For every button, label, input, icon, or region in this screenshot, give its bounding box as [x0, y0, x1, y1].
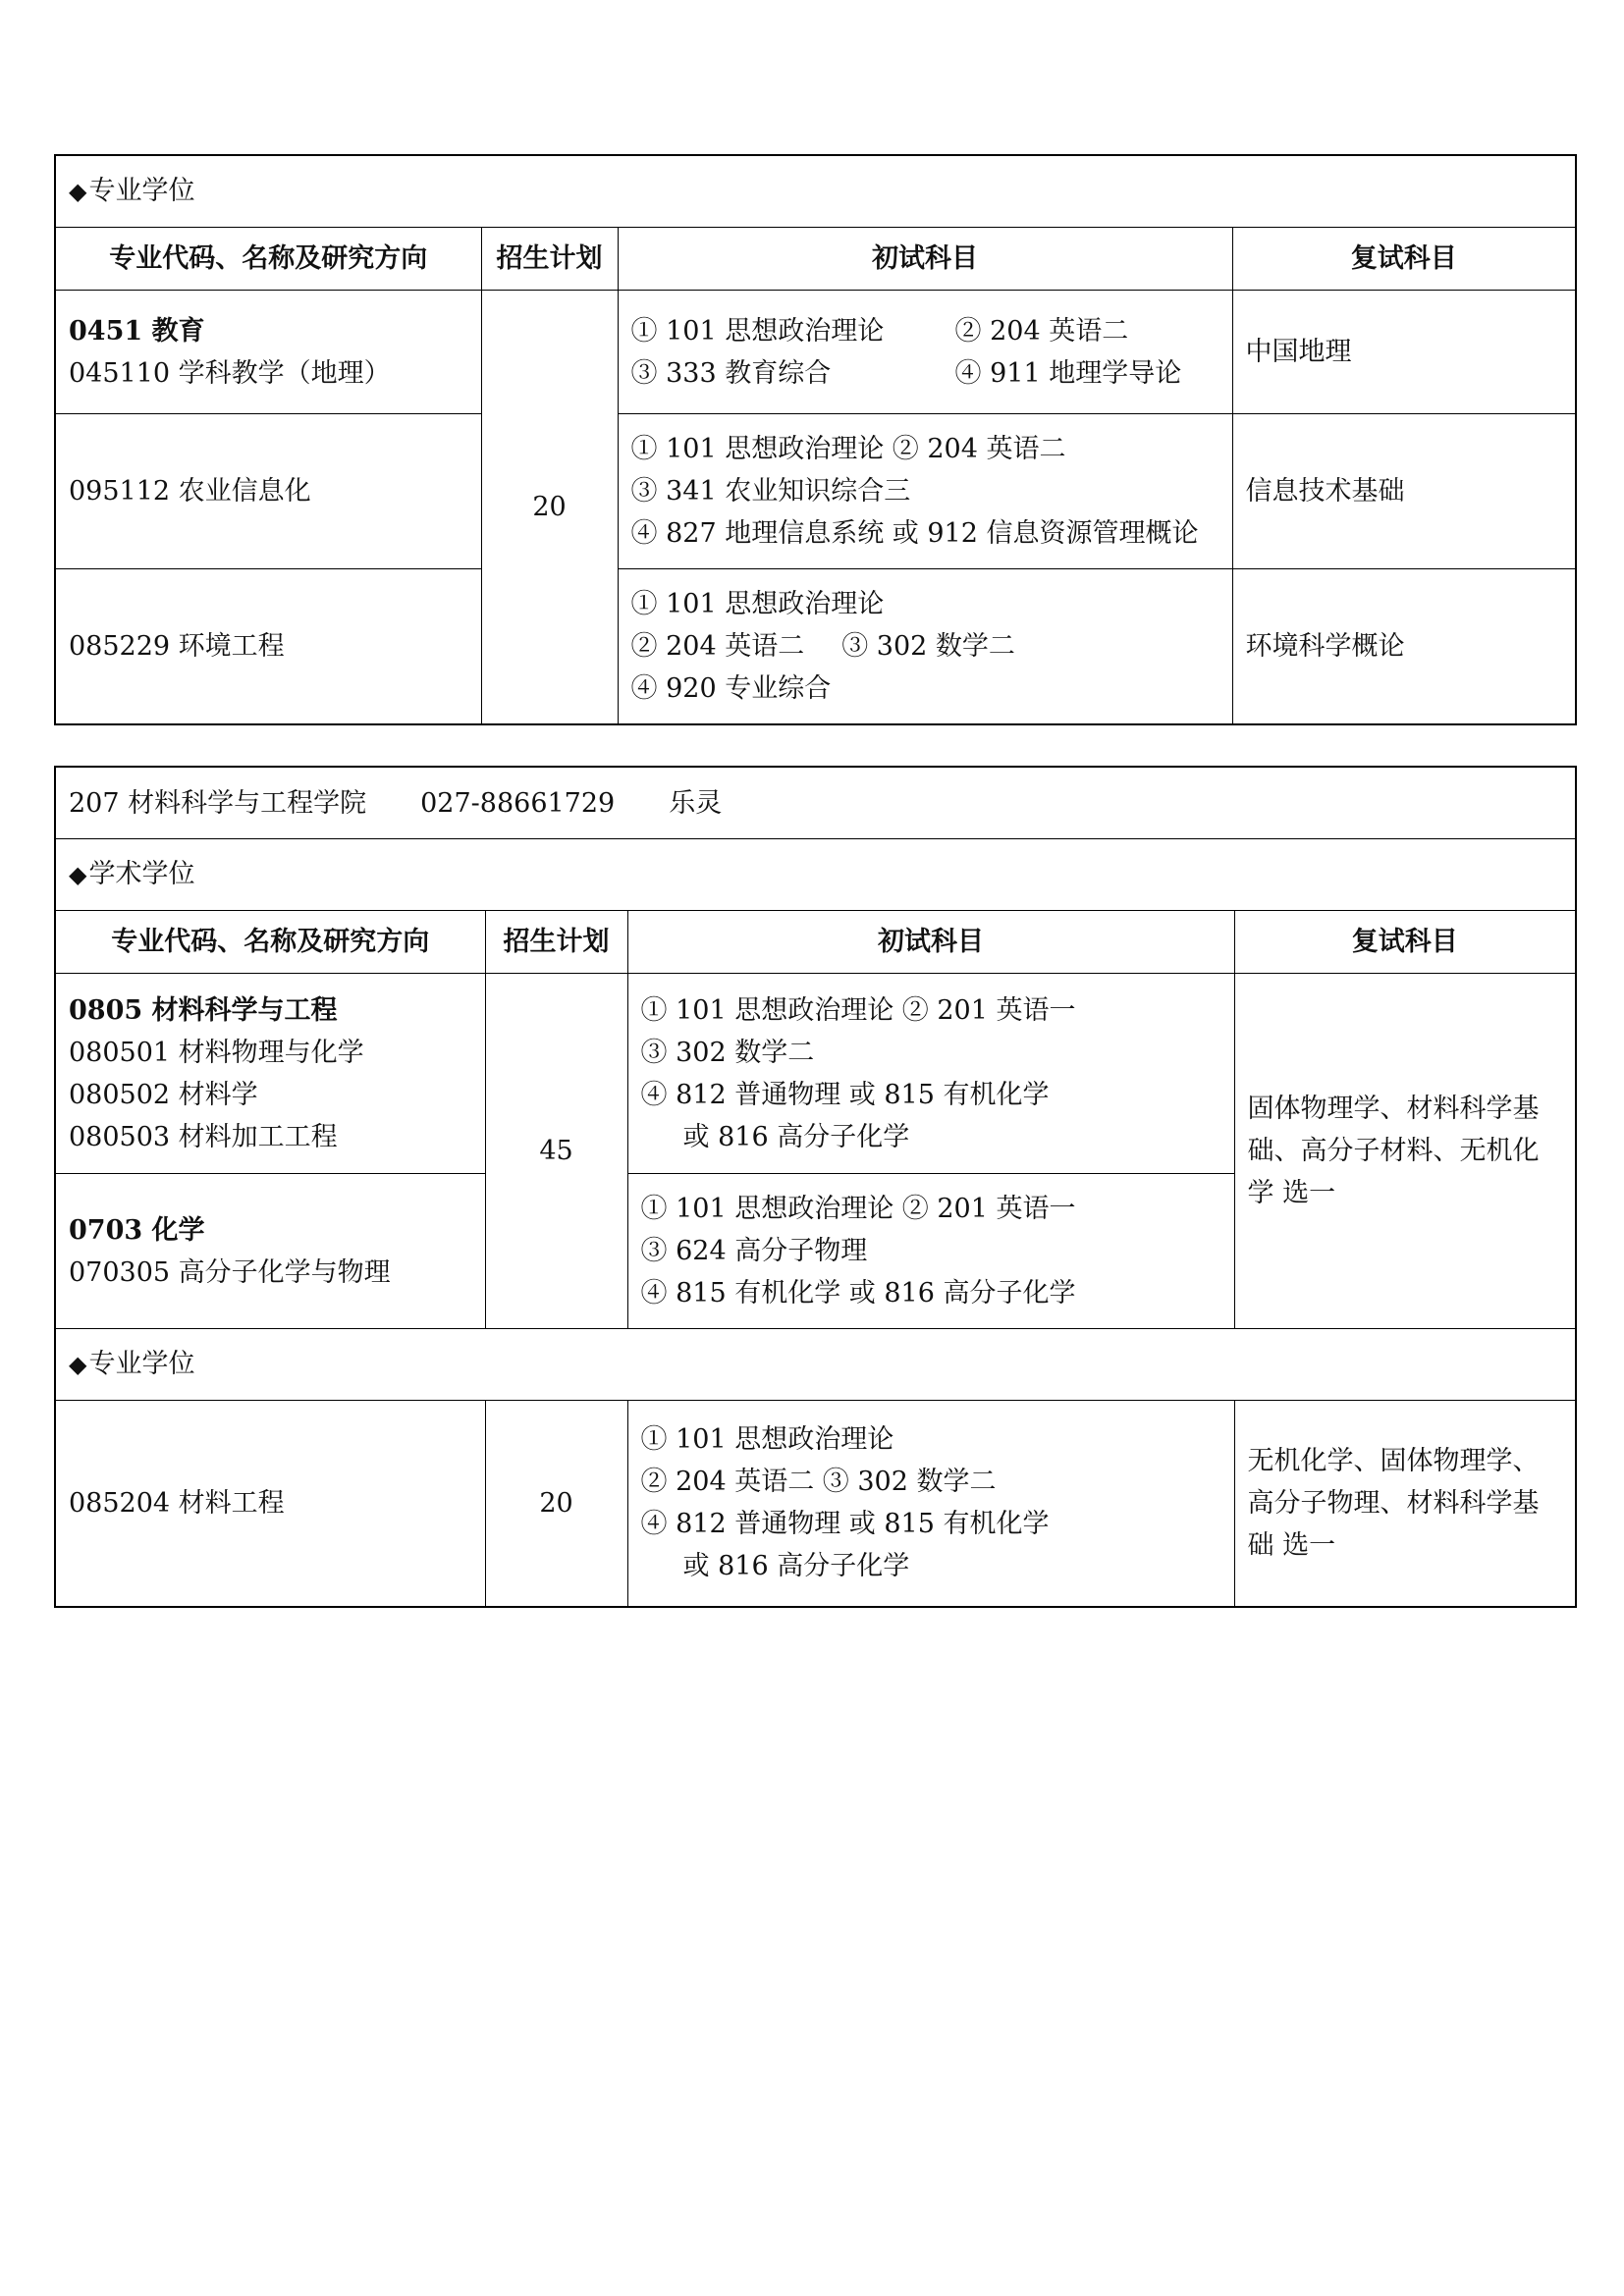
major-direction: 045110 学科教学（地理）: [69, 357, 391, 389]
plan-cell: 45: [485, 974, 627, 1329]
section-label: [55, 155, 1576, 228]
subject: ③ 341 农业知识综合三: [630, 476, 911, 507]
major-cell: 095112 农业信息化: [55, 414, 481, 569]
retest-line: 础、高分子材料、无机化: [1247, 1136, 1540, 1166]
subject: 或 816 高分子化学: [682, 1551, 910, 1582]
header-retest-subjects: 复试科目: [1232, 228, 1576, 291]
section-title: 学术学位: [88, 859, 195, 889]
initial-subjects-cell: [618, 569, 1232, 724]
header-major: 专业代码、名称及研究方向: [55, 228, 481, 291]
school-phone: 027-88661729: [420, 787, 616, 819]
subject: ① 101 思想政治理论: [630, 588, 885, 619]
retest-line: 高分子物理、材料科学基: [1247, 1487, 1540, 1519]
major-cell: 085229 环境工程: [55, 569, 481, 724]
subject: ④ 920 专业综合: [630, 672, 832, 704]
table-row: [55, 291, 1576, 414]
subject: ① 101 思想政治理论: [640, 1424, 894, 1456]
major-direction: 080502 材料学: [69, 1079, 258, 1110]
section-label: [55, 839, 1576, 911]
header-plan: 招生计划: [481, 228, 618, 291]
subject: ③ 333 教育综合: [630, 357, 832, 389]
retest-cell: [1234, 974, 1576, 1329]
major-title: 0451 教育: [69, 315, 205, 347]
major-direction: 080503 材料加工工程: [69, 1121, 338, 1152]
school-name: 207 材料科学与工程学院: [69, 787, 367, 819]
subject: ④ 812 普通物理 或 815 有机化学: [640, 1509, 1050, 1540]
retest-line: 固体物理学、材料科学基: [1247, 1094, 1540, 1124]
major-cell: 085204 材料工程: [55, 1401, 485, 1607]
header-initial-subjects: 初试科目: [627, 911, 1234, 974]
professional-degree-table-1: [54, 154, 1577, 725]
school-row: [55, 767, 1576, 839]
major-cell: [55, 291, 481, 414]
subject: ② 204 英语二: [954, 315, 1129, 347]
section-title: 专业学位: [88, 176, 195, 206]
subject: ④ 827 地理信息系统 或 912 信息资源管理概论: [630, 518, 1199, 549]
major-direction: 080501 材料物理与化学: [69, 1037, 364, 1068]
plan-cell: 20: [485, 1401, 627, 1607]
initial-subjects-cell: [627, 1401, 1234, 1607]
table-row: [55, 414, 1576, 569]
subject: ① 101 思想政治理论 ② 204 英语二: [630, 434, 1066, 464]
section-row: [55, 1329, 1576, 1401]
subject: ③ 624 高分子物理: [640, 1236, 868, 1266]
school-contact: 乐灵: [669, 787, 723, 819]
subject: ④ 812 普通物理 或 815 有机化学: [640, 1079, 1050, 1110]
subject: ③ 302 数学二: [640, 1037, 815, 1068]
subject: ④ 815 有机化学 或 816 高分子化学: [640, 1278, 1076, 1308]
plan-cell: 20: [481, 291, 618, 724]
diamond-icon: ◆: [69, 861, 87, 888]
subject: ① 101 思想政治理论 ② 201 英语一: [640, 1194, 1076, 1224]
header-row: [55, 228, 1576, 291]
table-row: [55, 569, 1576, 724]
retest-cell: 中国地理: [1232, 291, 1576, 414]
subject: ② 204 英语二: [630, 630, 805, 662]
major-cell: [55, 974, 485, 1174]
initial-subjects-cell: [618, 414, 1232, 569]
retest-line: 无机化学、固体物理学、: [1247, 1445, 1540, 1476]
initial-subjects-cell: [618, 291, 1232, 414]
section-row: [55, 155, 1576, 228]
retest-cell: 信息技术基础: [1232, 414, 1576, 569]
header-retest-subjects: 复试科目: [1234, 911, 1576, 974]
section-title: 专业学位: [88, 1349, 195, 1379]
section-label: [55, 1329, 1576, 1401]
header-row: [55, 911, 1576, 974]
retest-cell: [1234, 1401, 1576, 1607]
header-plan: 招生计划: [485, 911, 627, 974]
materials-school-table: [54, 766, 1577, 1608]
subject: ③ 302 数学二: [841, 630, 1015, 662]
major-title: 0805 材料科学与工程: [69, 994, 338, 1026]
retest-line: 学 选一: [1247, 1178, 1336, 1208]
retest-line: 础 选一: [1247, 1529, 1336, 1561]
initial-subjects-cell: [627, 1174, 1234, 1329]
major-cell: [55, 1174, 485, 1329]
major-direction: 070305 高分子化学与物理: [69, 1256, 391, 1288]
school-info: [55, 767, 1576, 839]
header-initial-subjects: 初试科目: [618, 228, 1232, 291]
subject: ① 101 思想政治理论: [630, 315, 885, 347]
section-row: [55, 839, 1576, 911]
retest-cell: 环境科学概论: [1232, 569, 1576, 724]
subject: ④ 911 地理学导论: [954, 357, 1182, 389]
header-major: 专业代码、名称及研究方向: [55, 911, 485, 974]
table-row: [55, 974, 1576, 1174]
table-row: [55, 1401, 1576, 1607]
subject: ② 204 英语二 ③ 302 数学二: [640, 1467, 997, 1498]
diamond-icon: ◆: [69, 1351, 87, 1378]
subject: 或 816 高分子化学: [682, 1121, 910, 1152]
major-title: 0703 化学: [69, 1214, 205, 1246]
subject: ① 101 思想政治理论 ② 201 英语一: [640, 994, 1076, 1026]
initial-subjects-cell: [627, 974, 1234, 1174]
diamond-icon: ◆: [69, 178, 87, 205]
